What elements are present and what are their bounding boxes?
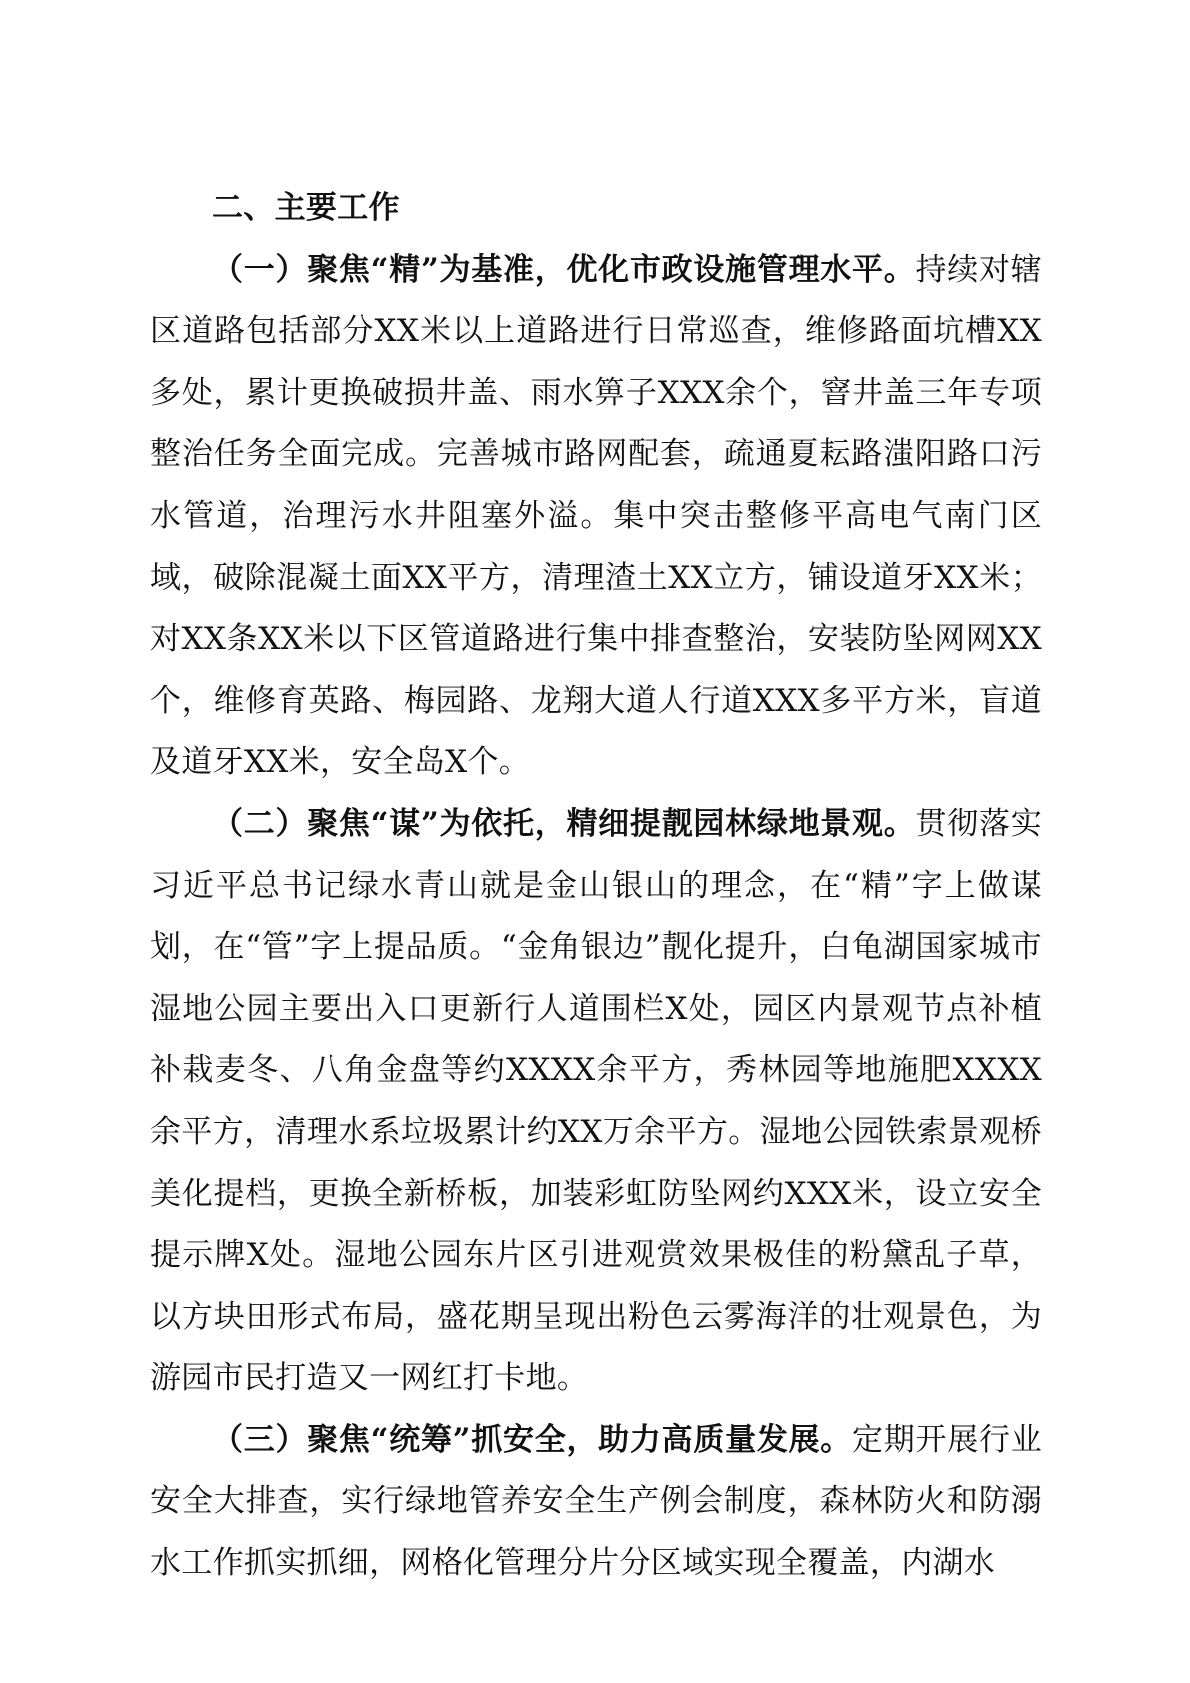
paragraph-2-title: （二）聚焦“谋”为依托，精细提靓园林绿地景观。 [212, 805, 916, 842]
paragraph-2 [150, 794, 1042, 1410]
paragraph-3-body: 定期开展行业安全大排查，实行绿地管养安全生产例会制度，森林防火和防溺水工作抓实抓细，网格化管理分片分区域实现全覆盖，内湖水 [150, 1421, 1042, 1582]
paragraph-1 [150, 240, 1042, 794]
paragraph-3 [150, 1410, 1042, 1595]
paragraph-1-title: （一）聚焦“精”为基准，优化市政设施管理水平。 [212, 251, 916, 288]
paragraph-2-body: 贯彻落实习近平总书记绿水青山就是金山银山的理念，在“精”字上做谋划，在“管”字上提品质。“金角银边”靓化提升，白龟湖国家城市湿地公园主要出入口更新行人道围栏X处，园区内景观节点补植补栽麦冬、八角金盘等约XXXX余平方，秀林园等地施肥XXXX余平方，清理水系垃圾累计约XX万余平方。湿地公园铁索景观桥美化提档，更换全新桥板，加装彩虹防坠网约XXX米，设立安全提示牌X处。湿地公园东片区引进观赏效果极佳的粉黛乱子草，以方块田形式布局，盛花期呈现出粉色云雾海洋的壮观景色，为游园市民打造又一网红打卡地。 [150, 805, 1042, 1397]
document-page [150, 178, 1042, 1595]
paragraph-3-title: （三）聚焦“统筹”抓安全，助力高质量发展。 [212, 1421, 853, 1458]
paragraph-1-body: 持续对辖区道路包括部分XX米以上道路进行日常巡查，维修路面坑槽XX多处，累计更换破损井盖、雨水箅子XXX余个，窨井盖三年专项整治任务全面完成。完善城市路网配套，疏通夏耘路滍阳路口污水管道，治理污水井阻塞外溢。集中突击整修平高电气南门区域，破除混凝土面XX平方，清理渣土XX立方，铺设道牙XX米；对XX条XX米以下区管道路进行集中排查整治，安装防坠网网XX个，维修育英路、梅园路、龙翔大道人行道XXX多平方米，盲道及道牙XX米，安全岛X个。 [150, 251, 1042, 781]
section-heading: 二、主要工作 [212, 190, 400, 226]
